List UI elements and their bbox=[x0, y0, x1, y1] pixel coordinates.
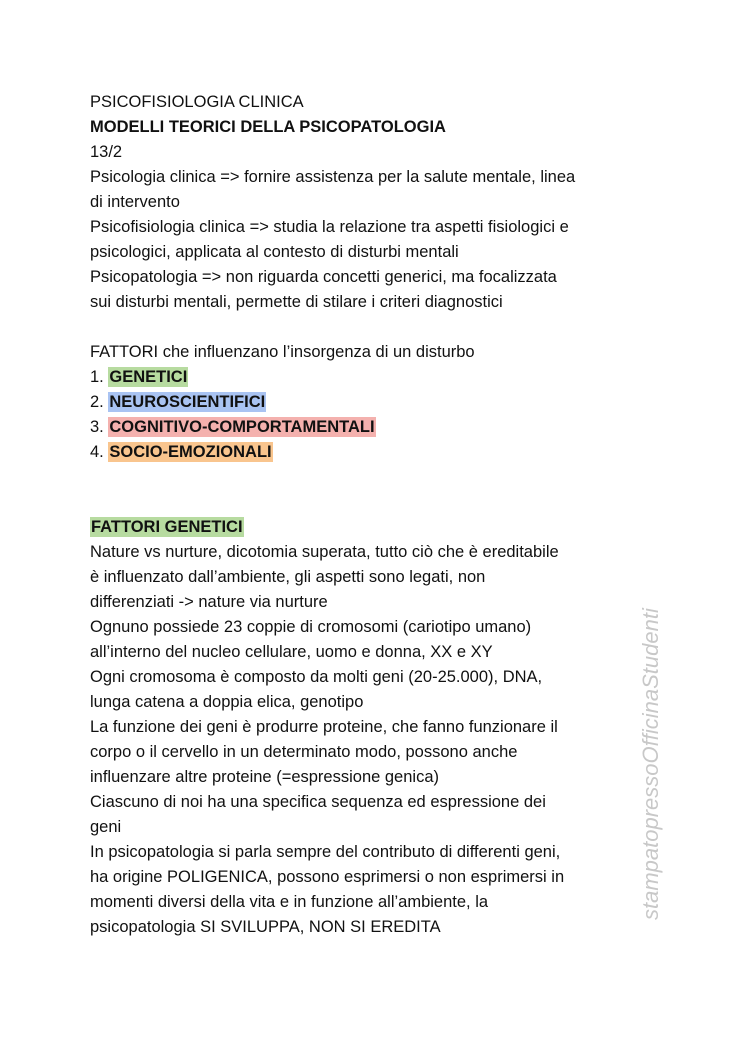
doc-subtitle: MODELLI TEORICI DELLA PSICOPATOLOGIA bbox=[90, 118, 446, 136]
section-paragraph bbox=[90, 540, 660, 940]
text-line: In psicopatologia si parla sempre del contributo di differenti geni, bbox=[90, 843, 561, 861]
text-line: differenziati -> nature via nurture bbox=[90, 593, 328, 611]
text-line: Psicologia clinica => fornire assistenza per la salute mentale, linea bbox=[90, 168, 576, 186]
text-line: lunga catena a doppia elica, genotipo bbox=[90, 693, 364, 711]
text-line: Ognuno possiede 23 coppie di cromosomi (cariotipo umano) bbox=[90, 618, 532, 636]
text-line: Psicofisiologia clinica => studia la relazione tra aspetti fisiologici e bbox=[90, 218, 569, 236]
factor-number: 2. bbox=[90, 393, 104, 411]
document-body bbox=[90, 90, 660, 940]
text-line: Nature vs nurture, dicotomia superata, tutto ciò che è ereditabile bbox=[90, 543, 559, 561]
text-line: di intervento bbox=[90, 193, 180, 211]
text-line: Psicopatologia => non riguarda concetti generici, ma focalizzata bbox=[90, 268, 557, 286]
text-line: all’interno del nucleo cellulare, uomo e donna, XX e XY bbox=[90, 643, 493, 661]
text-line: è influenzato dall’ambiente, gli aspetti sono legati, non bbox=[90, 568, 486, 586]
text-line: La funzione dei geni è produrre proteine, che fanno funzionare il bbox=[90, 718, 558, 736]
factor-label: COGNITIVO-COMPORTAMENTALI bbox=[109, 418, 375, 436]
factor-item bbox=[90, 440, 660, 465]
factor-item bbox=[90, 415, 660, 440]
factor-item bbox=[90, 390, 660, 415]
text-line: Ciascuno di noi ha una specifica sequenza ed espressione dei bbox=[90, 793, 546, 811]
text-line: ha origine POLIGENICA, possono esprimersi o non esprimersi in bbox=[90, 868, 565, 886]
factor-label: GENETICI bbox=[109, 368, 188, 386]
factors-list bbox=[90, 365, 660, 465]
text-line: corpo o il cervello in un determinato modo, possono anche bbox=[90, 743, 518, 761]
watermark: stampatopressoOfficinaStudenti bbox=[638, 608, 663, 920]
text-line: momenti diversi della vita e in funzione all’ambiente, la bbox=[90, 893, 489, 911]
text-line: psicopatologia SI SVILUPPA, NON SI EREDITA bbox=[90, 918, 441, 936]
factor-number: 1. bbox=[90, 368, 104, 386]
section-heading: FATTORI GENETICI bbox=[91, 518, 243, 536]
text-line: sui disturbi mentali, permette di stilare i criteri diagnostici bbox=[90, 293, 503, 311]
text-line: Ogni cromosoma è composto da molti geni (20-25.000), DNA, bbox=[90, 668, 543, 686]
intro-paragraph bbox=[90, 165, 660, 315]
doc-title: PSICOFISIOLOGIA CLINICA bbox=[90, 93, 304, 111]
factor-number: 4. bbox=[90, 443, 104, 461]
factor-label: SOCIO-EMOZIONALI bbox=[109, 443, 272, 461]
doc-date: 13/2 bbox=[90, 143, 123, 161]
factor-item bbox=[90, 365, 660, 390]
text-line: psicologici, applicata al contesto di disturbi mentali bbox=[90, 243, 459, 261]
factor-label: NEUROSCIENTIFICI bbox=[109, 393, 266, 411]
factor-number: 3. bbox=[90, 418, 104, 436]
factors-heading: FATTORI che influenzano l’insorgenza di un disturbo bbox=[90, 343, 475, 361]
text-line: influenzare altre proteine (=espressione genica) bbox=[90, 768, 439, 786]
text-line: geni bbox=[90, 818, 122, 836]
